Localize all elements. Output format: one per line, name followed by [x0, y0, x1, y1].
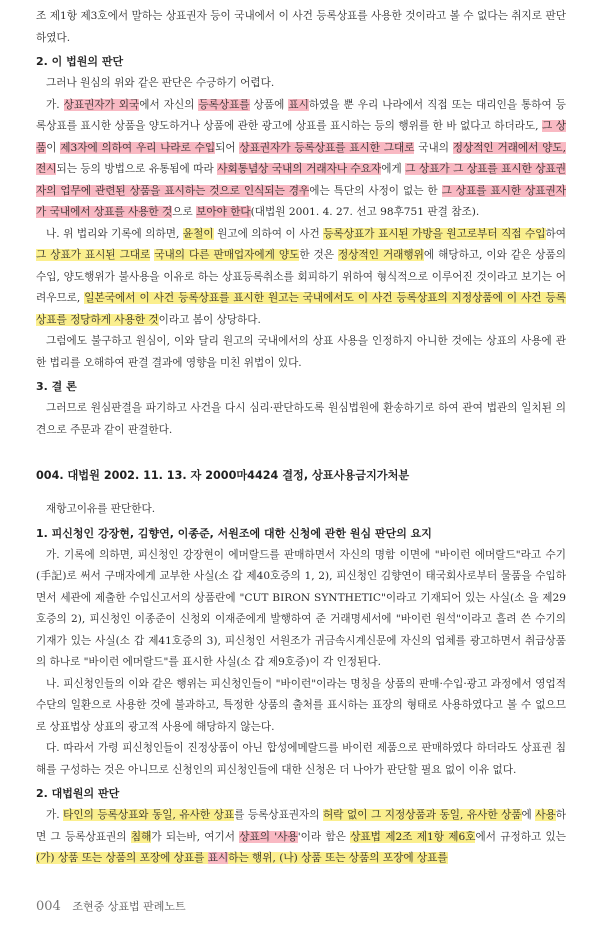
heading-summary: 1. 피신청인 강장현, 김향연, 이종준, 서원조에 대한 신청에 관한 원심 판단의 요지 — [36, 526, 432, 540]
book-title: 조현중 상표법 판례노트 — [72, 900, 186, 913]
highlighted-text: 그 상표가 그 상표를 표시한 상표권자의 업무에 관련된 상품을 표시하는 것으로 인식되는 경우 — [36, 163, 567, 197]
text-segment: 하면 그 등록상표권의 — [36, 809, 567, 843]
paragraph-ga — [36, 95, 566, 224]
highlighted-text: 상표법 제2조 제1항 제6호 — [350, 830, 476, 843]
text-segment: 에 해당하고, 이와 같은 상품의 수입, 양도행위가 불사용을 이유로 하는 상표등록취소를 회피하기 위하여 형식적으로 이루어진 것이라고 보기는 어려우므로, — [36, 249, 567, 304]
text-segment: (대법원 2001. 4. 27. 선고 98후751 판결 참조). — [250, 206, 480, 218]
highlighted-text: 제3자에 의하여 우리 나라로 수입 — [60, 141, 216, 154]
highlighted-text: 등록상표를 — [198, 98, 250, 111]
text-segment: 에서 자신의 — [139, 98, 199, 111]
heading-supreme-court: 2. 대법원의 판단 — [36, 787, 120, 800]
paragraph-da: 다. 따라서 가령 피신청인들이 진정상품이 아닌 합성에메랄드를 바이런 제품으로 판매하였다 하더라도 상표권 침해를 구성하는 것은 아니므로 신청인의 피신청인들에 대한 신청은 더 나아가 판단할 필요 없이 이유 없다. — [36, 742, 566, 776]
text-segment: 가 되는바, 여기서 — [151, 830, 240, 843]
highlighted-text: 타인의 등록상표와 동일, 유사한 상표 — [63, 809, 235, 821]
page-number: 004 — [36, 899, 61, 914]
text-segment: 하였을 뿐 우리 나라에서 직접 또는 대리인을 통하여 등록상표를 표시한 상품을 양도하거나 상품에 관한 광고에 상표를 표시하는 등의 행위를 한 바 없다고 하더라도, — [36, 98, 567, 132]
highlighted-text: 일본국에서 이 사건 등록상표를 표시한 원고는 국내에서도 이 사건 등록상표의 지정상품에 이 사건 등록상표를 정당하게 사용한 것 — [36, 292, 566, 326]
highlighted-text: 하는 행위, (나) 상품 또는 상품의 포장에 상표를 — [228, 852, 448, 864]
paragraph-conclusion: 그러므로 원심판결을 파기하고 사건을 다시 심리·판단하도록 원심법원에 환송하기로 하여 관여 법관의 일치된 의견으로 주문과 같이 판결한다. — [36, 402, 566, 436]
text-segment: 나. 위 법리와 기록에 의하면, — [46, 227, 183, 240]
text-segment: 를 등록상표권자의 — [234, 809, 324, 821]
highlighted-text: 상표권자가 등록상표를 표시한 그대로 — [239, 141, 415, 154]
text-segment: 이 — [46, 141, 61, 154]
page-footer — [36, 898, 186, 914]
text-segment: 하여 — [545, 227, 566, 240]
highlighted-text: 국내의 다른 판매업자에게 양도 — [154, 249, 300, 261]
paragraph-na2: 나. 피신청인들의 이와 같은 행위는 피신청인들이 "바이런"이라는 명칭을 상품의 판매·수입·광고 과정에서 영업적 수단의 일환으로 사용한 것에 불과하고, 특정한 상품의 출처를 표시하는 표장의 형태로 사용하였다고 볼 수 없으므로 상표법상 상표의 광고적 사용에 해당하지 않는다. — [36, 677, 566, 733]
text-segment: 가. — [46, 809, 64, 821]
text-segment: 으로 — [172, 206, 197, 218]
highlighted-text: 표시 — [288, 98, 309, 111]
text-segment: 되는 등의 방법으로 유통됨에 따라 — [56, 163, 218, 175]
heading-conclusion: 3. 결 론 — [36, 380, 77, 393]
text-segment: 에서 규정하고 있는 — [475, 830, 566, 843]
text-segment: 되어 — [215, 141, 240, 154]
highlighted-text: 윤철이 — [182, 227, 214, 240]
text-segment: '이라 함은 — [297, 830, 351, 843]
text-segment: 에는 특단의 사정이 없는 한 — [309, 184, 442, 197]
highlighted-text: 표시 — [207, 852, 229, 864]
paragraph-disagree: 그러나 원심의 위와 같은 판단은 수긍하기 어렵다. — [46, 77, 275, 89]
paragraph-reappeal: 재항고이유를 판단한다. — [46, 503, 156, 515]
text-segment: 이라고 봄이 상당하다. — [158, 313, 261, 326]
highlighted-text: 사회통념상 국내의 거래자나 수요자 — [217, 163, 382, 175]
paragraph-nevertheless: 그럼에도 불구하고 원심이, 이와 달리 원고의 국내에서의 상표 사용을 인정하지 아니한 것에는 상표의 사용에 관한 법리를 오해하여 판결 결과에 영향을 미친 위법이 있다. — [36, 335, 566, 369]
highlighted-text: 정상적인 거래행위 — [338, 249, 424, 261]
highlighted-text: 침해 — [130, 830, 152, 843]
text-segment: 상품에 — [249, 98, 289, 111]
paragraph-na — [36, 224, 566, 332]
paragraph-ga2 — [36, 805, 566, 870]
highlighted-text: 등록상표가 표시된 가방을 원고로부터 직접 수입 — [323, 227, 546, 240]
text-segment: 에게 — [381, 163, 406, 175]
text-segment: 국내의 — [414, 141, 453, 154]
text-segment: 원고에 의하여 이 사건 — [213, 227, 324, 240]
highlighted-text: 상표의 '사용 — [239, 830, 298, 843]
highlighted-text: 정상적인 거래에서 양도, 전시 — [36, 141, 566, 175]
highlighted-text: 보아야 한다 — [196, 206, 251, 218]
text-segment: 에 — [521, 809, 536, 821]
paragraph-facts: 가. 기록에 의하면, 피신청인 강장현이 에머랄드를 판매하면서 자신의 명함 이면에 "바이런 에머랄드"라고 수기(手記)로 써서 구매자에게 교부한 사실(소 갑 제40호증의 1, 2), 피신청인 김향연이 태국회사로부터 물품을 수입하면서 세관에 제출한 수입신고서의 상품란에 "CUT BIRON SYNTHETIC"이라고 기재되어 있는 사실(소 을 제29호증의 2), 피신청인 이종준이 신청외 이재준에게 발행하여 준 거래명세서에 "바이런 원석"이라고 흘려 쓴 수기의 기재가 있는 사실(소 갑 제41호증의 3), 피신청인 서원조가 귀금속시계신문에 자신의 업체를 광고하면서 취급상품의 하나로 "바이런 에머랄드"를 표시한 사실(소 갑 제9호증)이 각 인정된다. — [36, 548, 566, 668]
highlighted-text: 그 상표를 표시한 상표권자가 국내에서 상표를 사용한 것 — [36, 184, 567, 218]
highlighted-text: (가) 상품 또는 상품의 포장에 상표를 — [36, 852, 208, 864]
highlighted-text: 그 상표가 표시된 그대로 — [36, 249, 151, 261]
highlighted-text: 허락 없이 그 지정상품과 동일, 유사한 상품 — [323, 809, 522, 821]
text-segment: 가. — [46, 98, 64, 111]
highlighted-text: 그 상품 — [36, 120, 566, 154]
document-body — [36, 6, 566, 870]
paragraph-intro: 조 제1항 제3호에서 말하는 상표권자 등이 국내에서 이 사건 등록상표를 사용한 것이라고 볼 수 없다는 취지로 판단하였다. — [36, 10, 566, 44]
case-title: 004. 대법원 2002. 11. 13. 자 2000마4424 결정, 상표사용금지가처분 — [36, 469, 410, 482]
highlighted-text: 상표권자가 외국 — [63, 98, 140, 111]
text-segment: 한 것은 — [299, 249, 339, 261]
highlighted-text: 사용 — [535, 809, 556, 821]
heading-court-judgment: 2. 이 법원의 판단 — [36, 55, 124, 68]
